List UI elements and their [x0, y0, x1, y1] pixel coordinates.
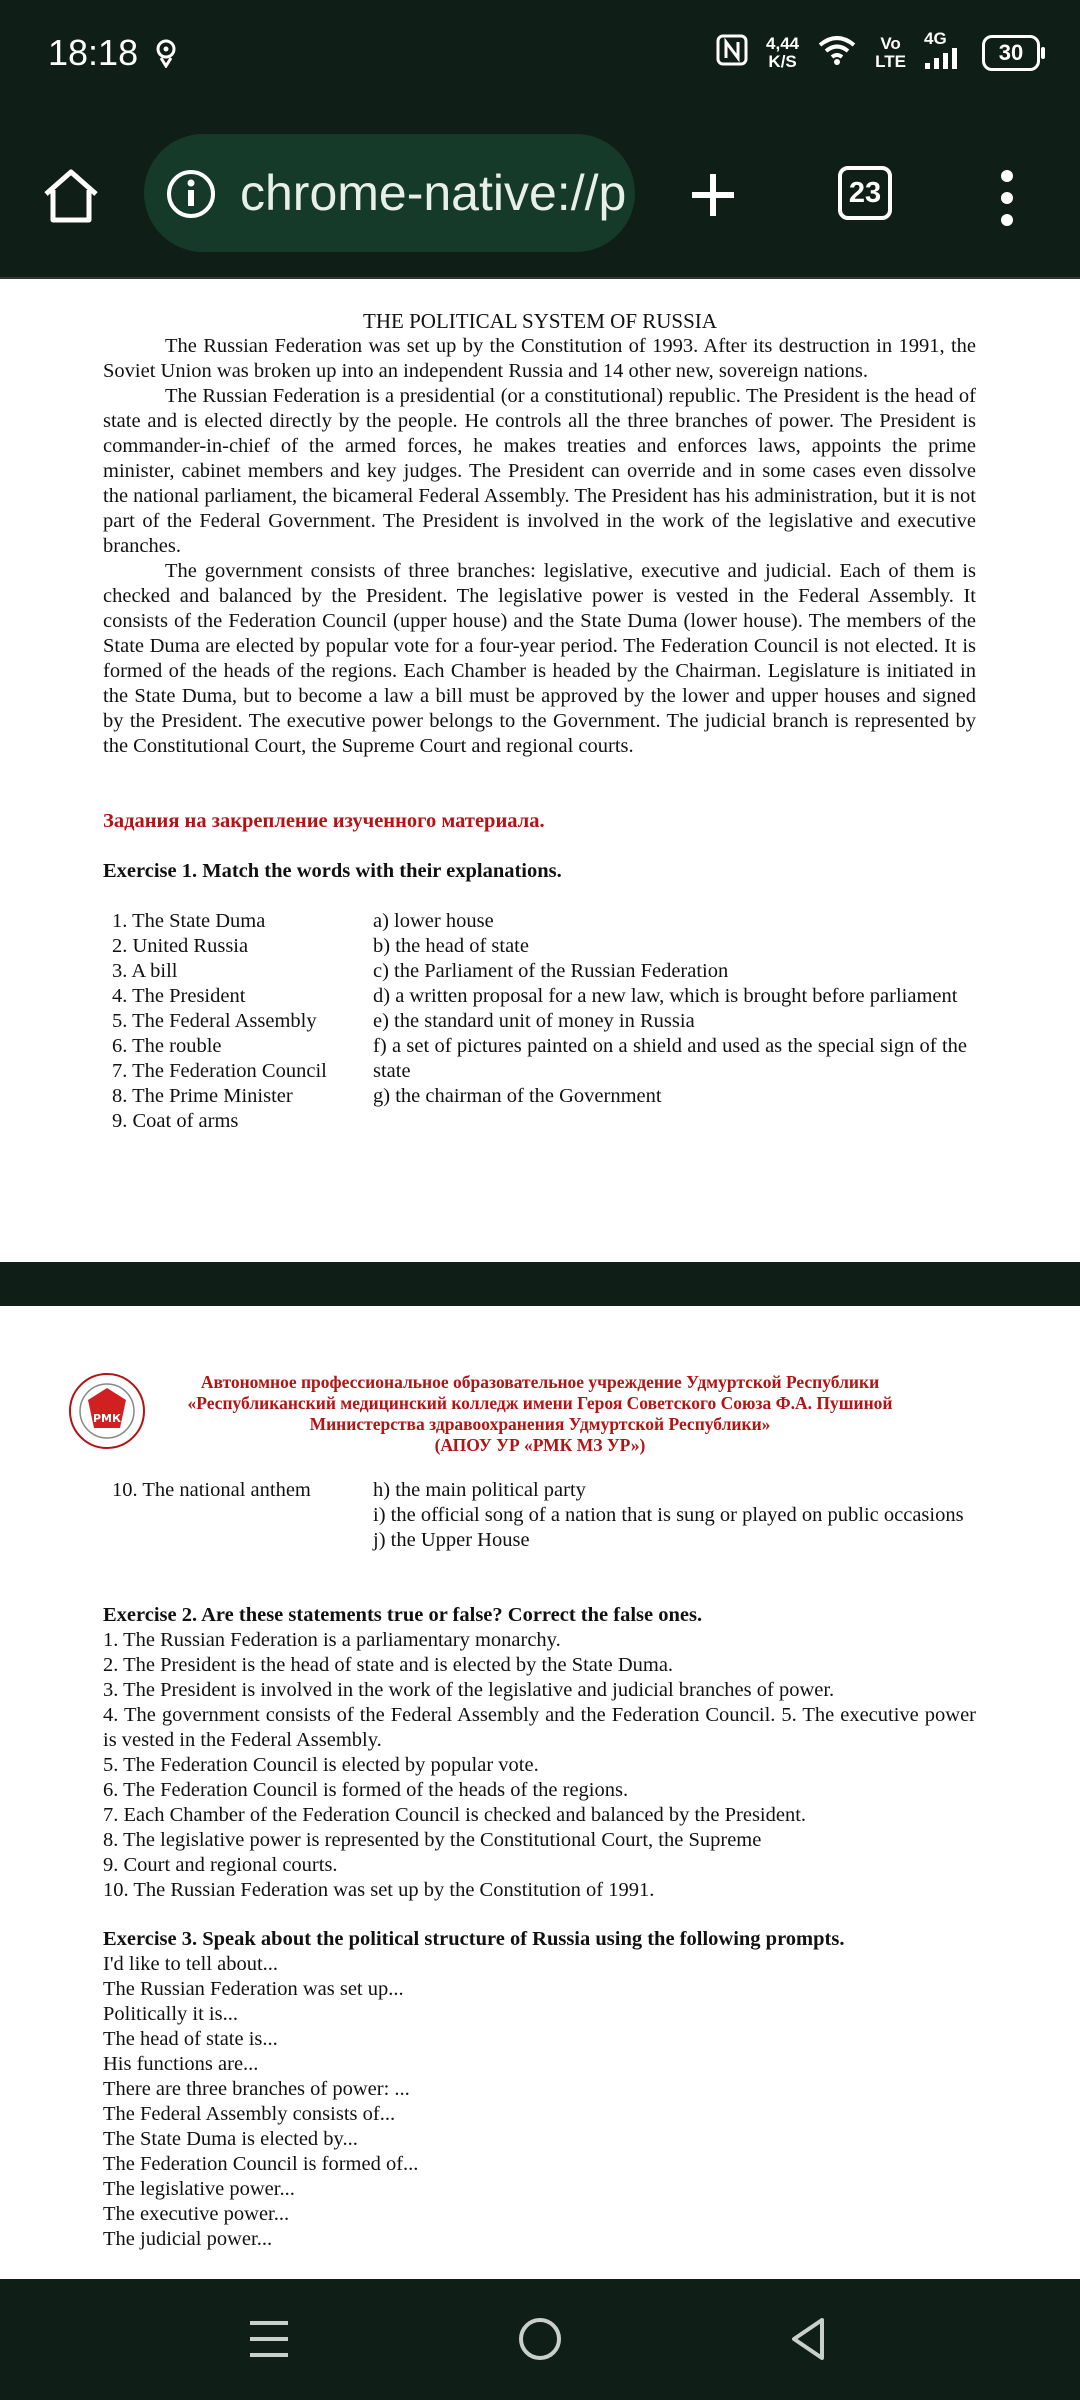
system-nav-bar — [0, 2279, 1080, 2400]
definition-item: b) the head of state — [373, 935, 529, 957]
status-bar — [0, 0, 1080, 110]
term-item: 7. The Federation Council — [112, 1060, 327, 1082]
prompt-item: The State Duma is elected by... — [103, 2128, 358, 2150]
statement-item: 8. The legislative power is represented by the Constitutional Court, the Supreme — [103, 1829, 762, 1851]
term-item: 10. The national anthem — [112, 1479, 311, 1501]
exercise3-heading: Exercise 3. Speak about the political structure of Russia using the following prompts. — [103, 1928, 845, 1950]
definition-item: i) the official song of a nation that is sung or played on public occasions — [373, 1504, 964, 1526]
header-line: Автономное профессиональное образовательное учреждение Удмуртской Республики — [200, 1372, 880, 1392]
exercise2-heading: Exercise 2. Are these statements true or false? Correct the false ones. — [103, 1604, 703, 1626]
paragraph-2: The Russian Federation is a presidential (or a constitutional) republic. The President is the head of state and is elected directly by the people. He controls all the three branches of power. The President is commander-in-chief of the armed forces, he makes treaties and enforces laws, appoints the prime minister, cabinet members and key judges. The President can override and in some cases even dissolve the national parliament, the bicameral Federal Assembly. The President has his administration, but it is not part of the Federal Government. The President is involved in the work of the legislative and executive branches. — [103, 385, 976, 557]
statement-item: 4. The government consists of the Federal Assembly and the Federation Council. 5. The executive power is vested in the Federal Assembly. — [103, 1704, 976, 1751]
tasks-heading: Задания на закрепление изученного материала. — [103, 810, 545, 832]
definition-item: j) the Upper House — [373, 1529, 530, 1551]
logo-text: РМК — [93, 1412, 121, 1425]
statement-item: 10. The Russian Federation was set up by the Constitution of 1991. — [103, 1879, 655, 1901]
network-type: 4G — [924, 29, 947, 48]
header-line: (АПОУ УР «РМК МЗ УР») — [434, 1435, 646, 1455]
prompt-item: The judicial power... — [103, 2228, 273, 2250]
network-speed: 4,44 K/S — [766, 33, 800, 71]
statement-item: 7. Each Chamber of the Federation Council is checked and balanced by the President. — [103, 1804, 807, 1826]
tab-switcher-button[interactable]: 23 — [838, 166, 892, 220]
prompt-item: Politically it is... — [103, 2003, 238, 2025]
prompt-item: The legislative power... — [103, 2178, 295, 2200]
term-item: 4. The President — [112, 985, 246, 1007]
header-line: «Республиканский медицинский колледж имени Героя Советского Союза Ф.А. Пушиной — [187, 1393, 893, 1413]
definition-item: f) a set of pictures painted on a shield and used as the special sign of the state — [373, 1035, 967, 1082]
institution-header — [160, 1372, 920, 1456]
statement-item: 5. The Federation Council is elected by popular vote. — [103, 1754, 539, 1776]
term-item: 6. The rouble — [112, 1035, 222, 1057]
exercise1-heading: Exercise 1. Match the words with their explanations. — [103, 860, 562, 882]
header-line: Министерства здравоохранения Удмуртской Республики» — [309, 1414, 771, 1434]
exercise1-term-10 — [112, 1478, 362, 1503]
term-item: 2. United Russia — [112, 935, 249, 957]
exercise1-definitions-cont — [373, 1478, 967, 1553]
definition-item: e) the standard unit of money in Russia — [373, 1010, 695, 1032]
url-text[interactable]: chrome-native://p — [240, 165, 627, 221]
statement-item: 1. The Russian Federation is a parliamentary monarchy. — [103, 1629, 561, 1651]
term-item: 1. The State Duma — [112, 910, 266, 932]
wifi-icon — [817, 34, 857, 71]
definition-item: c) the Parliament of the Russian Federation — [373, 960, 729, 982]
exercise1-terms — [112, 909, 362, 1134]
prompt-item: There are three branches of power: ... — [103, 2078, 410, 2100]
prompt-item: His functions are... — [103, 2053, 259, 2075]
definition-item: d) a written proposal for a new law, which is brought before parliament — [373, 985, 958, 1007]
term-item: 5. The Federal Assembly — [112, 1010, 317, 1032]
browser-toolbar — [0, 110, 1080, 277]
recent-apps-icon[interactable] — [248, 2317, 290, 2366]
prompt-item: The executive power... — [103, 2203, 290, 2225]
prompt-item: I'd like to tell about... — [103, 1953, 279, 1975]
statement-item: 9. Court and regional courts. — [103, 1854, 338, 1876]
new-tab-icon[interactable] — [688, 170, 738, 225]
volte-indicator: Vo LTE — [875, 33, 906, 71]
paragraph-1: The Russian Federation was set up by the Constitution of 1993. After its destruction in 1991, the Soviet Union was broken up into an independent Russia and 14 other new, sovereign nations. — [103, 335, 976, 382]
info-icon[interactable] — [166, 169, 216, 224]
hotspot-icon — [152, 38, 180, 73]
definition-item: g) the chairman of the Government — [373, 1085, 662, 1107]
document-title: THE POLITICAL SYSTEM OF RUSSIA — [363, 309, 717, 333]
home-nav-icon[interactable] — [517, 2316, 563, 2367]
document-page-2[interactable] — [0, 1306, 1080, 2279]
exercise1-definitions — [373, 909, 967, 1109]
definition-item: h) the main political party — [373, 1479, 586, 1501]
college-logo — [68, 1372, 146, 1450]
nfc-icon — [716, 34, 748, 71]
status-time: 18:18 — [48, 32, 139, 73]
page-separator — [0, 1262, 1080, 1306]
battery-indicator: 30 — [982, 35, 1040, 71]
prompt-item: The Russian Federation was set up... — [103, 1978, 404, 2000]
signal-icon — [924, 48, 964, 75]
document-page-1[interactable] — [0, 279, 1080, 1262]
paragraph-3: The government consists of three branches: legislative, executive and judicial. Each of them is checked and balanced by the President. The legislative power is vested in the Federal Assembly. It consists of the Federation Council (upper house) and the State Duma (lower house). The members of the State Duma are elected by popular vote for a four-year period. The Federation Council is not elected. It is formed of the heads of the regions. Each Chamber is headed by the Chairman. Legislature is initiated in the State Duma, but to become a law a bill must be approved by the lower and upper houses and signed by the President. The executive power belongs to the Government. The judicial branch is represented by the Constitutional Court, the Supreme Court and regional courts. — [103, 560, 976, 757]
back-icon[interactable] — [788, 2316, 828, 2367]
address-bar[interactable] — [144, 134, 635, 252]
home-icon[interactable] — [42, 168, 100, 229]
prompt-item: The Federal Assembly consists of... — [103, 2103, 396, 2125]
document-body — [103, 334, 976, 759]
statement-item: 3. The President is involved in the work of the legislative and judicial branches of power. — [103, 1679, 835, 1701]
term-item: 8. The Prime Minister — [112, 1085, 293, 1107]
prompt-item: The Federation Council is formed of... — [103, 2153, 419, 2175]
exercise2 — [103, 1603, 976, 1903]
term-item: 9. Coat of arms — [112, 1110, 239, 1132]
exercise3 — [103, 1927, 976, 2252]
statement-item: 2. The President is the head of state and is elected by the State Duma. — [103, 1654, 674, 1676]
prompt-item: The head of state is... — [103, 2028, 278, 2050]
more-menu-icon[interactable] — [996, 168, 1018, 233]
statement-item: 6. The Federation Council is formed of the heads of the regions. — [103, 1779, 629, 1801]
definition-item: a) lower house — [373, 910, 494, 932]
term-item: 3. A bill — [112, 960, 178, 982]
